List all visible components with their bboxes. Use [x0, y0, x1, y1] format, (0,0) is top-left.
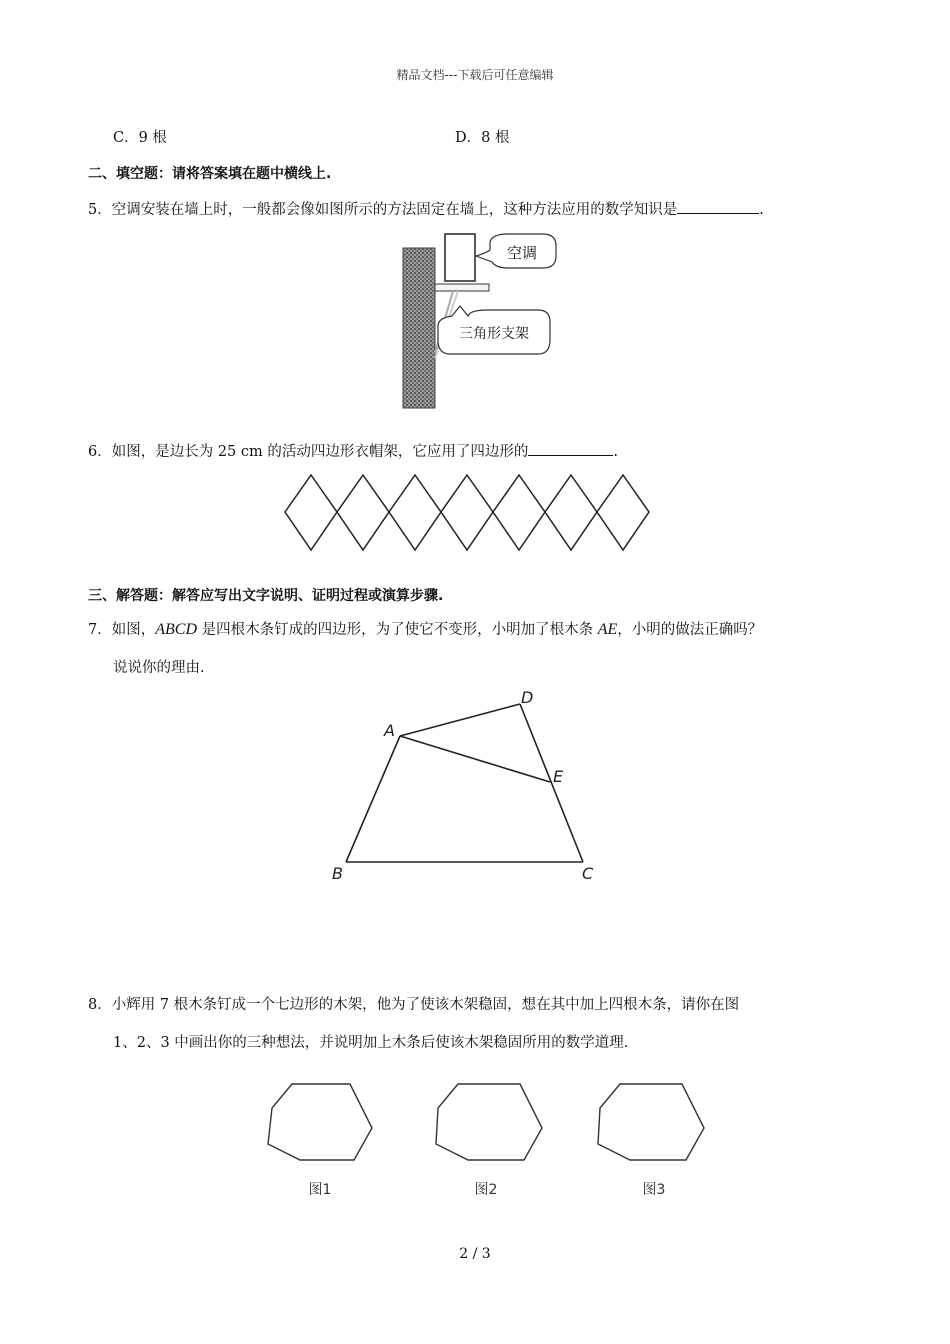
- rhombus: [597, 475, 649, 550]
- question-7-line-1: 7．如图，ABCD 是四根木条钉成的四边形，为了使它不变形，小明加了根木条 AE，小明的做法正确吗？: [88, 621, 763, 638]
- air-conditioner-figure: [398, 228, 558, 414]
- question-5-text: 5．空调安装在墙上时，一般都会像如图所示的方法固定在墙上，这种方法应用的数学知识是: [88, 202, 678, 218]
- option-d: D．8 根: [455, 130, 510, 146]
- heptagon-3: [598, 1084, 704, 1160]
- vertex-a: A: [384, 721, 395, 740]
- answer-blank-5[interactable]: [677, 198, 759, 214]
- air-conditioner-unit: [445, 234, 475, 281]
- figure-label-3: 图3: [642, 1182, 666, 1198]
- option-c: C．9 根: [113, 130, 167, 146]
- heptagon-1: [268, 1084, 372, 1160]
- question-8-line-2: 1、2、3 中画出你的三种想法，并说明加上木条后使该木架稳固所用的数学道理.: [113, 1035, 629, 1051]
- question-8-line-1: 8．小辉用 7 根木条钉成一个七边形的木架，他为了使该木架稳固，想在其中加上四根木条，请你在图: [88, 997, 740, 1013]
- bracket-shelf: [435, 284, 489, 291]
- vertex-d: D: [521, 688, 534, 707]
- figure-label-1: 图1: [308, 1182, 332, 1198]
- page-number: 2 / 3: [459, 1246, 491, 1262]
- question-6-text: 6．如图，是边长为 25 cm 的活动四边形衣帽架，它应用了四边形的: [88, 444, 529, 460]
- segment-name: AE: [597, 621, 618, 638]
- side-ad: [400, 704, 520, 736]
- page-header: 精品文档---下载后可任意编辑: [396, 68, 554, 82]
- vertex-b: B: [332, 864, 343, 883]
- section-3-heading: 三、解答题：解答应写出文字说明、证明过程或演算步骤.: [88, 588, 444, 604]
- rhombus: [441, 475, 493, 550]
- vertex-c: C: [582, 864, 594, 883]
- question-7-line-2: 说说你的理由.: [113, 660, 205, 676]
- label-triangle-bracket: 三角形支架: [459, 326, 529, 342]
- question-5-end: .: [759, 202, 764, 218]
- figure-label-2: 图2: [474, 1182, 498, 1198]
- vertex-e: E: [553, 767, 564, 786]
- heptagon-figures: [258, 1078, 718, 1206]
- side-dc: [520, 704, 583, 862]
- side-ba: [346, 736, 400, 862]
- rhombus: [493, 475, 545, 550]
- wall: [403, 248, 435, 408]
- question-6: [88, 440, 618, 462]
- coat-rack-figure: [280, 470, 670, 556]
- heptagon-2: [436, 1084, 542, 1160]
- question-5: [88, 198, 764, 220]
- quad-name: ABCD: [155, 621, 198, 638]
- rhombus: [389, 475, 441, 550]
- section-2-heading: 二、填空题：请将答案填在题中横线上.: [88, 166, 332, 182]
- rhombus: [545, 475, 597, 550]
- rhombus: [285, 475, 337, 550]
- quadrilateral-figure: [320, 684, 610, 890]
- label-air-conditioner: 空调: [506, 244, 538, 262]
- segment-ae: [400, 736, 550, 782]
- answer-blank-6[interactable]: [528, 440, 613, 456]
- question-6-end: .: [613, 444, 618, 460]
- rhombus: [337, 475, 389, 550]
